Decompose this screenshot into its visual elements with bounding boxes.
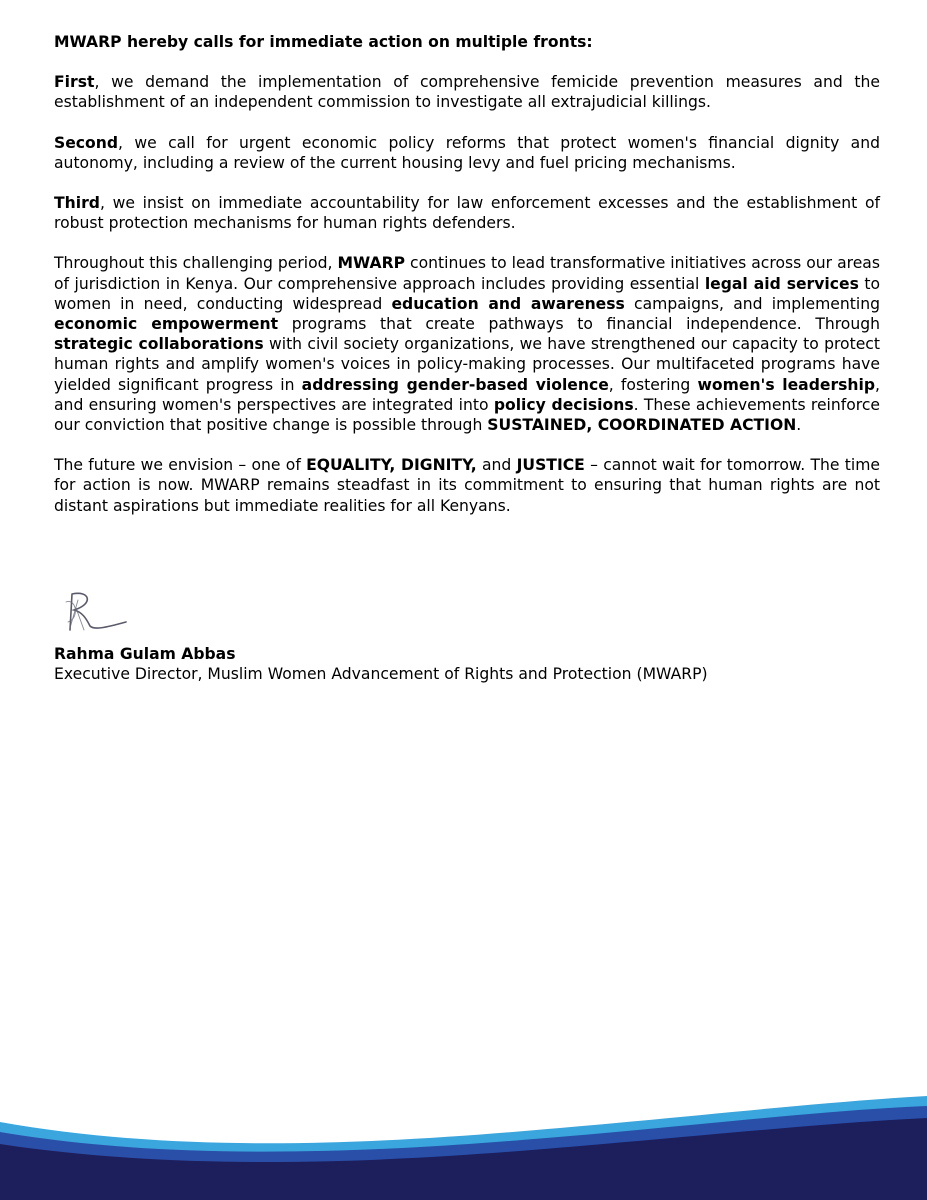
- first-text: , we demand the implementation of comprehensive femicide prevention measures and the establishment of an independent commission to investigate all extrajudicial killings.: [54, 73, 880, 112]
- throughout-t3: to women in need, conducting widespread: [54, 274, 881, 313]
- throughout-b2: legal aid services: [704, 274, 859, 293]
- future-b2: JUSTICE: [516, 456, 585, 475]
- paragraph-second: [54, 133, 880, 173]
- second-text: , we call for urgent economic policy reforms that protect women's financial dignity and autonomy, including a review of the current housing levy and fuel pricing mechanisms.: [54, 133, 880, 172]
- footer-wave-dark: [0, 1118, 927, 1200]
- signer-name: Rahma Gulam Abbas: [54, 645, 236, 663]
- signature-image: [60, 588, 130, 636]
- future-t2: and: [476, 456, 517, 475]
- throughout-t2: continues to lead transformative initiatives across our areas of jurisdiction in Kenya. Our comprehensive approach includes providing essential: [54, 254, 880, 293]
- future-b1: EQUALITY, DIGNITY,: [306, 456, 477, 475]
- paragraph-third: [54, 193, 880, 233]
- throughout-t5: programs that create pathways to financial independence. Through: [278, 315, 880, 334]
- throughout-t8: , and ensuring women's perspectives are integrated into: [54, 375, 880, 414]
- throughout-b7: women's leadership: [697, 375, 876, 394]
- throughout-b1: MWARP: [337, 254, 406, 273]
- throughout-t1: Throughout this challenging period,: [54, 254, 338, 273]
- paragraph-first: [54, 72, 880, 112]
- first-label: First: [54, 73, 95, 92]
- throughout-b6: addressing gender-based violence: [301, 375, 609, 394]
- future-t1: The future we envision – one of: [54, 456, 307, 475]
- signer-block: [54, 644, 708, 684]
- throughout-t4: campaigns, and implementing: [624, 294, 881, 313]
- throughout-t10: .: [796, 416, 802, 435]
- throughout-t9: . These achievements reinforce our conviction that positive change is possible through: [54, 395, 881, 435]
- throughout-b8: policy decisions: [493, 395, 634, 414]
- throughout-b3: education and awareness: [391, 294, 625, 313]
- future-t3: – cannot wait for tomorrow. The time for action is now. MWARP remains steadfast in its commitment to ensuring that human rights are not distant aspirations but immediate realities for all Kenyans.: [54, 456, 880, 515]
- letter-heading: MWARP hereby calls for immediate action on multiple fronts:: [54, 33, 593, 51]
- letter-body: [54, 32, 880, 516]
- second-label: Second: [54, 133, 119, 152]
- paragraph-future: [54, 455, 880, 516]
- paragraph-throughout: [54, 253, 880, 435]
- throughout-b9: SUSTAINED, COORDINATED ACTION: [487, 416, 797, 435]
- third-label: Third: [54, 194, 100, 213]
- signer-title: Executive Director, Muslim Women Advancement of Rights and Protection (MWARP): [54, 665, 708, 684]
- throughout-t7: , fostering: [608, 375, 698, 394]
- footer-wave-decoration: [0, 1080, 927, 1200]
- throughout-b5: strategic collaborations: [54, 335, 264, 354]
- throughout-b4: economic empowerment: [54, 315, 279, 334]
- throughout-t6: with civil society organizations, we have strengthened our capacity to protect human rights and amplify women's voices in policy-making processes. Our multifaceted programs have yielded significant progress in: [54, 335, 880, 394]
- third-text: , we insist on immediate accountability for law enforcement excesses and the establishment of robust protection mechanisms for human rights defenders.: [54, 194, 880, 233]
